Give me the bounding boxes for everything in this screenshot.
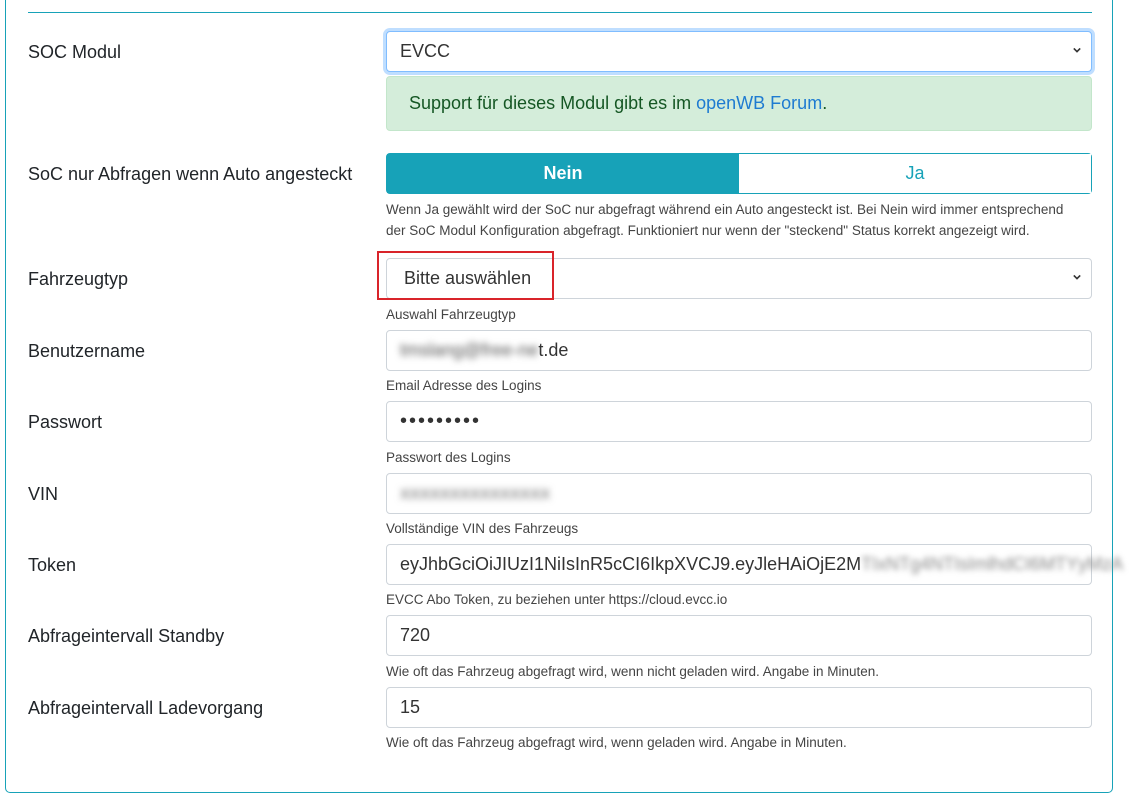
soc-modul-label: SOC Modul (28, 42, 122, 62)
intervall-standby-label: Abfrageintervall Standby (28, 626, 225, 646)
ja-button[interactable]: Ja (739, 154, 1091, 193)
highlight-box (377, 251, 554, 300)
soc-nur-abfragen-toggle (386, 153, 1092, 194)
passwort-input[interactable] (386, 401, 1092, 442)
passwort-help: Passwort des Logins (386, 450, 511, 465)
intervall-ladevorgang-label: Abfrageintervall Ladevorgang (28, 698, 264, 718)
module-support-alert (386, 76, 1092, 131)
intervall-ladevorgang-value: 15 (400, 697, 421, 717)
soc-nur-abfragen-label: SoC nur Abfragen wenn Auto angesteckt (28, 164, 353, 184)
soc-nur-abfragen-help-2: der SoC Modul Konfiguration abgefragt. Funktioniert nur wenn der "steckend" Status korrekt angezeigt wird. (386, 223, 1030, 238)
token-value-visible: eyJhbGciOiJIUzI1NiIsInR5cCI6IkpXVCJ9.eyJleHAiOjE2M (400, 554, 862, 574)
vin-input[interactable] (386, 473, 1092, 514)
soc-modul-value: EVCC (400, 41, 451, 61)
intervall-ladevorgang-help: Wie oft das Fahrzeug abgefragt wird, wenn geladen wird. Angabe in Minuten. (386, 735, 847, 750)
benutzername-help: Email Adresse des Logins (386, 378, 542, 393)
chevron-down-icon (1073, 46, 1081, 54)
benutzername-value-obscured: tmslang@free-ne (400, 340, 539, 360)
section-divider (28, 12, 1092, 13)
vin-help: Vollständige VIN des Fahrzeugs (386, 521, 579, 536)
alert-text: Support für dieses Modul gibt es im (409, 93, 697, 113)
chevron-down-icon (1073, 273, 1081, 281)
token-help: EVCC Abo Token, zu beziehen unter https://cloud.evcc.io (386, 592, 728, 607)
intervall-standby-value: 720 (400, 625, 431, 645)
vin-label: VIN (28, 484, 59, 504)
nein-button[interactable]: Nein (387, 154, 739, 193)
fahrzeugtyp-label: Fahrzeugtyp (28, 269, 129, 289)
intervall-standby-help: Wie oft das Fahrzeug abgefragt wird, wenn nicht geladen wird. Angabe in Minuten. (386, 664, 880, 679)
fahrzeugtyp-help: Auswahl Fahrzeugtyp (386, 307, 516, 322)
token-input[interactable] (386, 544, 1124, 585)
soc-modul-select[interactable] (386, 31, 1092, 72)
vin-value-obscured: XXXXXXXXXXXXXXX (400, 486, 551, 503)
forum-link[interactable]: openWB Forum (696, 93, 823, 113)
alert-end: . (822, 93, 828, 113)
intervall-ladevorgang-input[interactable] (386, 687, 1092, 728)
benutzername-value-visible: t.de (538, 340, 569, 360)
token-label: Token (28, 555, 77, 575)
token-value-obscured: TIxNTg4NTIsImlhdCI6MTYyMzA (861, 554, 1124, 574)
intervall-standby-input[interactable] (386, 615, 1092, 656)
fahrzeugtyp-value: Bitte auswählen (404, 268, 532, 288)
benutzername-label: Benutzername (28, 341, 146, 361)
benutzername-input[interactable] (386, 330, 1092, 371)
soc-nur-abfragen-help-1: Wenn Ja gewählt wird der SoC nur abgefragt während ein Auto angesteckt ist. Bei Nein wird immer entsprechend (386, 202, 1064, 217)
passwort-value: ••••••••• (400, 410, 482, 432)
passwort-label: Passwort (28, 412, 103, 432)
